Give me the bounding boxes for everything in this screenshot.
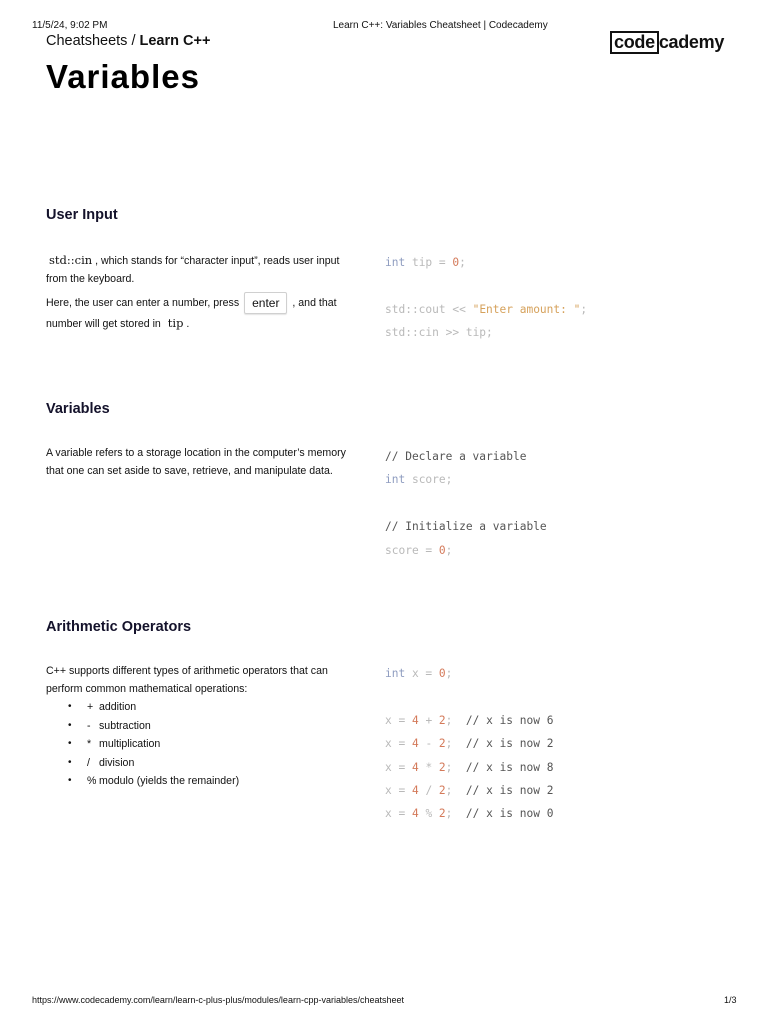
code-text: ; xyxy=(580,302,588,316)
code-number: 4 xyxy=(411,737,419,751)
code-comment: // x is now 0 xyxy=(452,807,554,821)
code-line xyxy=(385,662,553,685)
code-text: tip = xyxy=(405,256,453,269)
section-title-variables: Variables xyxy=(46,401,110,417)
code-comment: // Declare a variable xyxy=(385,450,527,463)
code-number: 0 xyxy=(438,543,446,557)
code-text: ; xyxy=(445,667,453,680)
codecademy-logo[interactable] xyxy=(610,31,724,54)
breadcrumb-separator: / xyxy=(127,33,140,49)
code-text: << xyxy=(445,302,473,316)
code-block-user-input xyxy=(385,251,587,345)
code-text: ; xyxy=(459,256,466,269)
code-text: x = xyxy=(385,737,412,751)
desc-text: , which stands for “character input”, reads user input from the keyboard. xyxy=(46,255,340,285)
code-operator: / xyxy=(418,784,439,798)
code-comment: // x is now 2 xyxy=(452,784,554,798)
code-text: ; xyxy=(445,543,453,557)
logo-text: cademy xyxy=(658,32,725,52)
desc-paragraph: A variable refers to a storage location in the computer’s memory that one can set aside to save, retrieve, and manipulate data. xyxy=(46,447,346,477)
section-desc-variables xyxy=(46,444,346,480)
code-keyword: int xyxy=(385,473,406,487)
operator-label: division xyxy=(99,756,135,769)
code-text: ; xyxy=(445,713,453,727)
code-keyword: int xyxy=(385,256,406,269)
code-text: x = xyxy=(385,807,412,821)
section-desc-user-input xyxy=(46,251,346,333)
desc-text: . xyxy=(183,318,190,330)
code-line xyxy=(385,709,553,732)
operator-list-item xyxy=(46,754,346,773)
operator-list-item xyxy=(46,717,346,736)
code-text: std::cin xyxy=(385,326,439,340)
code-number: 2 xyxy=(438,713,446,727)
code-operator: - xyxy=(418,737,439,751)
code-keyword: int xyxy=(385,667,406,680)
section-title-user-input: User Input xyxy=(46,207,118,223)
code-text: x = xyxy=(385,760,412,774)
operator-label: addition xyxy=(99,701,137,713)
print-url: https://www.codecademy.com/learn/learn-c-plus-plus/modules/learn-cpp-variables/cheatsheet xyxy=(32,995,405,1005)
desc-paragraph: C++ supports different types of arithmetic operators that can perform common mathematical operations: xyxy=(46,665,328,695)
code-text: x = xyxy=(385,713,412,727)
code-number: 4 xyxy=(411,713,419,727)
section-desc-arithmetic-operators xyxy=(46,662,346,791)
code-line xyxy=(385,732,553,755)
code-number: 0 xyxy=(452,256,460,269)
operator-symbol: * xyxy=(87,738,92,751)
operator-list-item xyxy=(46,735,346,754)
code-text: std::cout xyxy=(385,302,446,316)
operator-symbol: - xyxy=(87,719,91,732)
code-line xyxy=(385,251,587,274)
code-text: >> tip; xyxy=(438,326,493,340)
print-datetime: 11/5/24, 9:02 PM xyxy=(32,20,108,31)
inline-code: std::cin xyxy=(49,253,93,267)
code-number: 0 xyxy=(438,667,446,680)
code-text: ; xyxy=(445,737,453,751)
desc-text: , and that number will get stored in xyxy=(46,296,337,330)
operator-label: modulo (yields the remainder) xyxy=(99,775,240,788)
enter-key-badge: enter xyxy=(244,292,287,314)
page-title: Variables xyxy=(46,58,200,95)
code-comment: // Initialize a variable xyxy=(385,520,547,534)
code-line xyxy=(385,802,553,825)
code-block-arithmetic-operators xyxy=(385,662,553,826)
operator-list-item xyxy=(46,772,346,791)
code-operator: % xyxy=(418,807,439,821)
logo-boxed-text: code xyxy=(610,31,659,54)
breadcrumb xyxy=(46,33,210,49)
print-page-number: 1/3 xyxy=(724,995,737,1005)
desc-paragraph xyxy=(46,251,346,288)
code-string: "Enter amount: " xyxy=(472,302,581,316)
code-line xyxy=(385,779,553,802)
code-number: 4 xyxy=(411,807,419,821)
code-comment: // x is now 8 xyxy=(452,760,554,774)
code-operator: * xyxy=(418,760,439,774)
breadcrumb-link-cheatsheets[interactable]: Cheatsheets xyxy=(46,33,128,49)
code-line xyxy=(385,321,587,344)
code-line xyxy=(385,539,547,562)
operator-label: multiplication xyxy=(99,738,161,751)
breadcrumb-link-learn-cpp[interactable]: Learn C++ xyxy=(139,33,211,49)
code-text: x = xyxy=(385,784,412,798)
operator-symbol: % xyxy=(87,775,97,788)
code-text: ; xyxy=(445,784,453,798)
operator-symbol: / xyxy=(87,756,90,769)
operator-list xyxy=(46,698,346,791)
code-number: 2 xyxy=(438,807,446,821)
code-number: 2 xyxy=(438,760,446,774)
code-block-variables xyxy=(385,445,547,562)
operator-list-item xyxy=(46,698,346,717)
code-operator: + xyxy=(418,713,439,727)
code-text: ; xyxy=(445,760,453,774)
code-number: 2 xyxy=(438,737,446,751)
code-comment: // x is now 6 xyxy=(452,713,554,727)
code-blank-line xyxy=(385,492,547,515)
code-line xyxy=(385,298,587,321)
code-line xyxy=(385,756,553,779)
inline-code: tip xyxy=(167,316,184,330)
operator-symbol: + xyxy=(87,701,94,713)
desc-text: Here, the user can enter a number, press xyxy=(46,296,243,309)
code-blank-line xyxy=(385,274,587,297)
section-title-arithmetic-operators: Arithmetic Operators xyxy=(46,619,192,635)
desc-paragraph xyxy=(46,292,346,333)
code-line xyxy=(385,468,547,491)
code-blank-line xyxy=(385,685,553,708)
code-text: ; xyxy=(445,807,453,821)
code-comment: // x is now 2 xyxy=(452,737,554,751)
code-number: 2 xyxy=(438,784,446,798)
code-text: score; xyxy=(405,473,453,487)
code-text: x = xyxy=(405,667,439,680)
code-number: 4 xyxy=(411,784,419,798)
print-doc-title: Learn C++: Variables Cheatsheet | Codecademy xyxy=(333,20,548,31)
operator-label: subtraction xyxy=(99,719,151,732)
code-number: 4 xyxy=(411,760,419,774)
code-text: score = xyxy=(385,543,439,557)
